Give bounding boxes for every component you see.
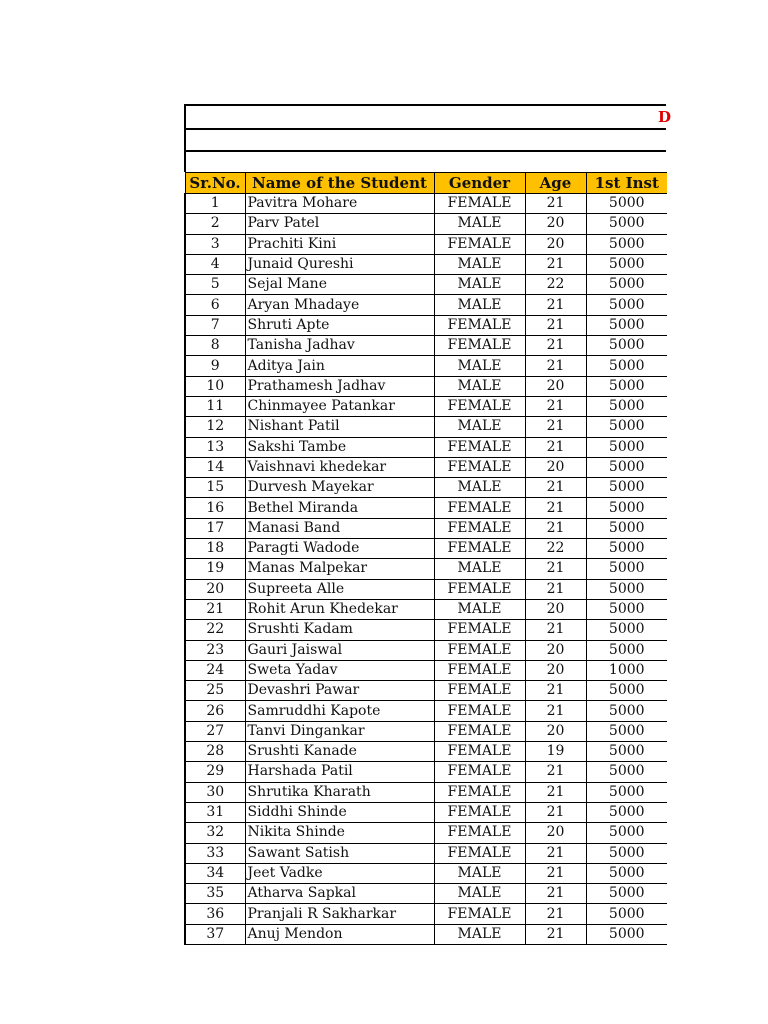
cell-gender[interactable]: MALE [434,376,525,396]
cell-age[interactable]: 20 [525,376,586,396]
cell-srno[interactable]: 36 [185,904,245,924]
cell-name[interactable]: Sweta Yadav [245,660,434,680]
cell-srno[interactable]: 4 [185,254,245,274]
table-row [185,478,667,498]
table-row [185,620,667,640]
table-row [185,924,667,944]
cell-srno[interactable]: 6 [185,295,245,315]
table-row [185,457,667,477]
cell-age[interactable]: 21 [525,315,586,335]
table-row [185,194,667,214]
cell-srno[interactable]: 32 [185,823,245,843]
cell-age[interactable]: 20 [525,214,586,234]
cell-age[interactable]: 20 [525,599,586,619]
cell-age[interactable]: 21 [525,681,586,701]
cell-first-installment[interactable]: 5000 [586,478,667,498]
cell-srno[interactable]: 37 [185,924,245,944]
cell-age[interactable]: 19 [525,742,586,762]
cell-gender[interactable]: FEMALE [434,701,525,721]
cell-age[interactable]: 21 [525,843,586,863]
cell-age[interactable]: 21 [525,356,586,376]
cell-name[interactable]: Pavitra Mohare [245,194,434,214]
cell-gender[interactable]: FEMALE [434,782,525,802]
cell-srno[interactable]: 30 [185,782,245,802]
table-row [185,762,667,782]
table-row [185,742,667,762]
cell-name[interactable]: Harshada Patil [245,762,434,782]
cell-gender[interactable]: MALE [434,478,525,498]
cell-srno[interactable]: 19 [185,559,245,579]
cell-age[interactable]: 21 [525,417,586,437]
cell-first-installment[interactable]: 5000 [586,843,667,863]
cell-srno[interactable]: 10 [185,376,245,396]
cell-gender[interactable]: FEMALE [434,843,525,863]
cell-age[interactable]: 21 [525,254,586,274]
cell-name[interactable]: Prathamesh Jadhav [245,376,434,396]
cell-gender[interactable]: FEMALE [434,640,525,660]
table-row [185,336,667,356]
table-row [185,376,667,396]
cell-name[interactable]: Anuj Mendon [245,924,434,944]
cell-name[interactable]: Nishant Patil [245,417,434,437]
cell-name[interactable]: Jeet Vadke [245,863,434,883]
title-fragment: D [658,108,672,126]
cell-srno[interactable]: 1 [185,194,245,214]
cell-srno[interactable]: 29 [185,762,245,782]
cell-first-installment[interactable]: 5000 [586,721,667,741]
table-row [185,721,667,741]
table-row [185,356,667,376]
cell-name[interactable]: Gauri Jaiswal [245,640,434,660]
cell-srno[interactable]: 14 [185,457,245,477]
cell-srno[interactable]: 33 [185,843,245,863]
cell-first-installment[interactable]: 5000 [586,640,667,660]
cell-first-installment[interactable]: 5000 [586,924,667,944]
cell-gender[interactable]: FEMALE [434,823,525,843]
table-row [185,539,667,559]
table-row [185,782,667,802]
header-row [185,173,667,194]
cell-first-installment[interactable]: 5000 [586,295,667,315]
cell-name[interactable]: Devashri Pawar [245,681,434,701]
cell-gender[interactable]: FEMALE [434,336,525,356]
table-row [185,640,667,660]
cell-age[interactable]: 21 [525,518,586,538]
cell-name[interactable]: Samruddhi Kapote [245,701,434,721]
spreadsheet [184,104,672,945]
cell-age[interactable]: 20 [525,721,586,741]
cell-age[interactable]: 21 [525,701,586,721]
cell-first-installment[interactable]: 5000 [586,214,667,234]
cell-gender[interactable]: MALE [434,884,525,904]
cell-gender[interactable]: FEMALE [434,437,525,457]
cell-name[interactable]: Pranjali R Sakharkar [245,904,434,924]
cell-name[interactable]: Parv Patel [245,214,434,234]
cell-age[interactable]: 21 [525,620,586,640]
cell-gender[interactable]: FEMALE [434,518,525,538]
table-row [185,559,667,579]
cell-gender[interactable]: FEMALE [434,234,525,254]
cell-srno[interactable]: 3 [185,234,245,254]
cell-gender[interactable]: MALE [434,863,525,883]
cell-age[interactable]: 21 [525,396,586,416]
header-age[interactable]: Age [525,173,586,194]
cell-gender[interactable]: FEMALE [434,194,525,214]
cell-gender[interactable]: MALE [434,559,525,579]
table-row [185,599,667,619]
cell-age[interactable]: 20 [525,660,586,680]
cell-name[interactable]: Srushti Kanade [245,742,434,762]
cell-srno[interactable]: 12 [185,417,245,437]
cell-srno[interactable]: 8 [185,336,245,356]
table-row [185,660,667,680]
cell-gender[interactable]: MALE [434,275,525,295]
table-row [185,417,667,437]
cell-first-installment[interactable]: 5000 [586,904,667,924]
cell-srno[interactable]: 31 [185,802,245,822]
table-row [185,214,667,234]
cell-first-installment[interactable]: 5000 [586,681,667,701]
cell-age[interactable]: 21 [525,194,586,214]
title-row[interactable] [184,104,672,128]
cell-name[interactable]: Chinmayee Patankar [245,396,434,416]
cell-name[interactable]: Paragti Wadode [245,539,434,559]
cell-name[interactable]: Manas Malpekar [245,559,434,579]
cell-age[interactable]: 21 [525,498,586,518]
cell-age[interactable]: 22 [525,539,586,559]
cell-name[interactable]: Sakshi Tambe [245,437,434,457]
cell-age[interactable]: 21 [525,762,586,782]
cell-gender[interactable]: FEMALE [434,762,525,782]
cell-srno[interactable]: 7 [185,315,245,335]
cell-first-installment[interactable]: 5000 [586,234,667,254]
table-row [185,254,667,274]
cell-first-installment[interactable]: 5000 [586,437,667,457]
cell-age[interactable]: 21 [525,437,586,457]
cell-gender[interactable]: FEMALE [434,681,525,701]
table-row [185,823,667,843]
table-row [185,863,667,883]
table-row [185,701,667,721]
cell-srno[interactable]: 11 [185,396,245,416]
cell-age[interactable]: 21 [525,924,586,944]
cell-srno[interactable]: 22 [185,620,245,640]
table-row [185,437,667,457]
cell-gender[interactable]: MALE [434,214,525,234]
cell-first-installment[interactable]: 5000 [586,396,667,416]
cell-name[interactable]: Sejal Mane [245,275,434,295]
cell-srno[interactable]: 20 [185,579,245,599]
cell-age[interactable]: 21 [525,782,586,802]
cell-srno[interactable]: 28 [185,742,245,762]
cell-name[interactable]: Rohit Arun Khedekar [245,599,434,619]
cell-first-installment[interactable]: 5000 [586,315,667,335]
cell-name[interactable]: Supreeta Alle [245,579,434,599]
cell-name[interactable]: Bethel Miranda [245,498,434,518]
cell-gender[interactable]: FEMALE [434,802,525,822]
cell-srno[interactable]: 15 [185,478,245,498]
cell-srno[interactable]: 34 [185,863,245,883]
cell-srno[interactable]: 18 [185,539,245,559]
cell-first-installment[interactable]: 5000 [586,539,667,559]
blank-row[interactable] [184,150,666,172]
cell-name[interactable]: Junaid Qureshi [245,254,434,274]
cell-first-installment[interactable]: 5000 [586,498,667,518]
cell-first-installment[interactable]: 5000 [586,701,667,721]
cell-age[interactable]: 21 [525,336,586,356]
cell-first-installment[interactable]: 5000 [586,559,667,579]
cell-name[interactable]: Atharva Sapkal [245,884,434,904]
table-row [185,802,667,822]
cell-gender[interactable]: FEMALE [434,315,525,335]
cell-srno[interactable]: 16 [185,498,245,518]
cell-age[interactable]: 21 [525,884,586,904]
cell-age[interactable]: 21 [525,863,586,883]
table-row [185,681,667,701]
table-row [185,275,667,295]
cell-first-installment[interactable]: 5000 [586,620,667,640]
cell-name[interactable]: Durvesh Mayekar [245,478,434,498]
cell-gender[interactable]: MALE [434,599,525,619]
header-name[interactable]: Name of the Student [245,173,434,194]
header-srno[interactable]: Sr.No. [185,173,245,194]
cell-gender[interactable]: MALE [434,254,525,274]
cell-srno[interactable]: 21 [185,599,245,619]
table-row [185,315,667,335]
cell-name[interactable]: Siddhi Shinde [245,802,434,822]
cell-srno[interactable]: 13 [185,437,245,457]
cell-gender[interactable]: FEMALE [434,660,525,680]
cell-first-installment[interactable]: 5000 [586,457,667,477]
cell-age[interactable]: 22 [525,275,586,295]
cell-srno[interactable]: 17 [185,518,245,538]
cell-first-installment[interactable]: 5000 [586,356,667,376]
cell-name[interactable]: Tanisha Jadhav [245,336,434,356]
cell-name[interactable]: Sawant Satish [245,843,434,863]
cell-age[interactable]: 20 [525,234,586,254]
table-body [185,194,667,945]
table-row [185,498,667,518]
cell-gender[interactable]: FEMALE [434,579,525,599]
cell-srno[interactable]: 2 [185,214,245,234]
student-table [184,172,667,945]
table-row [185,843,667,863]
cell-gender[interactable]: FEMALE [434,396,525,416]
cell-age[interactable]: 21 [525,579,586,599]
cell-first-installment[interactable]: 5000 [586,823,667,843]
cell-srno[interactable]: 26 [185,701,245,721]
cell-gender[interactable]: MALE [434,417,525,437]
cell-gender[interactable]: FEMALE [434,620,525,640]
cell-srno[interactable]: 25 [185,681,245,701]
cell-gender[interactable]: FEMALE [434,742,525,762]
cell-first-installment[interactable]: 5000 [586,417,667,437]
subtitle-row[interactable] [184,128,666,150]
cell-name[interactable]: Vaishnavi khedekar [245,457,434,477]
cell-first-installment[interactable]: 5000 [586,254,667,274]
cell-gender[interactable]: FEMALE [434,904,525,924]
cell-first-installment[interactable]: 5000 [586,863,667,883]
cell-name[interactable]: Nikita Shinde [245,823,434,843]
cell-srno[interactable]: 9 [185,356,245,376]
table-row [185,295,667,315]
cell-first-installment[interactable]: 5000 [586,802,667,822]
cell-name[interactable]: Aditya Jain [245,356,434,376]
table-row [185,518,667,538]
cell-age[interactable]: 21 [525,559,586,579]
cell-first-installment[interactable]: 5000 [586,884,667,904]
cell-name[interactable]: Shrutika Kharath [245,782,434,802]
cell-srno[interactable]: 23 [185,640,245,660]
cell-gender[interactable]: FEMALE [434,457,525,477]
cell-gender[interactable]: FEMALE [434,539,525,559]
cell-first-installment[interactable]: 5000 [586,762,667,782]
cell-srno[interactable]: 5 [185,275,245,295]
cell-age[interactable]: 21 [525,802,586,822]
table-row [185,579,667,599]
cell-age[interactable]: 21 [525,904,586,924]
table-row [185,904,667,924]
cell-age[interactable]: 20 [525,823,586,843]
cell-first-installment[interactable]: 5000 [586,518,667,538]
cell-name[interactable]: Shruti Apte [245,315,434,335]
cell-age[interactable]: 21 [525,478,586,498]
cell-name[interactable]: Prachiti Kini [245,234,434,254]
cell-gender[interactable]: MALE [434,924,525,944]
cell-name[interactable]: Aryan Mhadaye [245,295,434,315]
cell-first-installment[interactable]: 5000 [586,579,667,599]
cell-first-installment[interactable]: 5000 [586,336,667,356]
header-gender[interactable]: Gender [434,173,525,194]
cell-first-installment[interactable]: 5000 [586,194,667,214]
cell-first-installment[interactable]: 5000 [586,742,667,762]
cell-name[interactable]: Srushti Kadam [245,620,434,640]
cell-gender[interactable]: MALE [434,356,525,376]
cell-age[interactable]: 20 [525,457,586,477]
cell-first-installment[interactable]: 5000 [586,275,667,295]
cell-age[interactable]: 21 [525,295,586,315]
cell-name[interactable]: Tanvi Dingankar [245,721,434,741]
cell-srno[interactable]: 24 [185,660,245,680]
cell-first-installment[interactable]: 5000 [586,599,667,619]
header-first-installment[interactable]: 1st Inst [586,173,667,194]
cell-first-installment[interactable]: 1000 [586,660,667,680]
cell-age[interactable]: 20 [525,640,586,660]
cell-name[interactable]: Manasi Band [245,518,434,538]
cell-srno[interactable]: 27 [185,721,245,741]
cell-gender[interactable]: MALE [434,295,525,315]
cell-srno[interactable]: 35 [185,884,245,904]
cell-gender[interactable]: FEMALE [434,498,525,518]
cell-gender[interactable]: FEMALE [434,721,525,741]
cell-first-installment[interactable]: 5000 [586,782,667,802]
table-row [185,396,667,416]
table-row [185,884,667,904]
cell-first-installment[interactable]: 5000 [586,376,667,396]
table-row [185,234,667,254]
